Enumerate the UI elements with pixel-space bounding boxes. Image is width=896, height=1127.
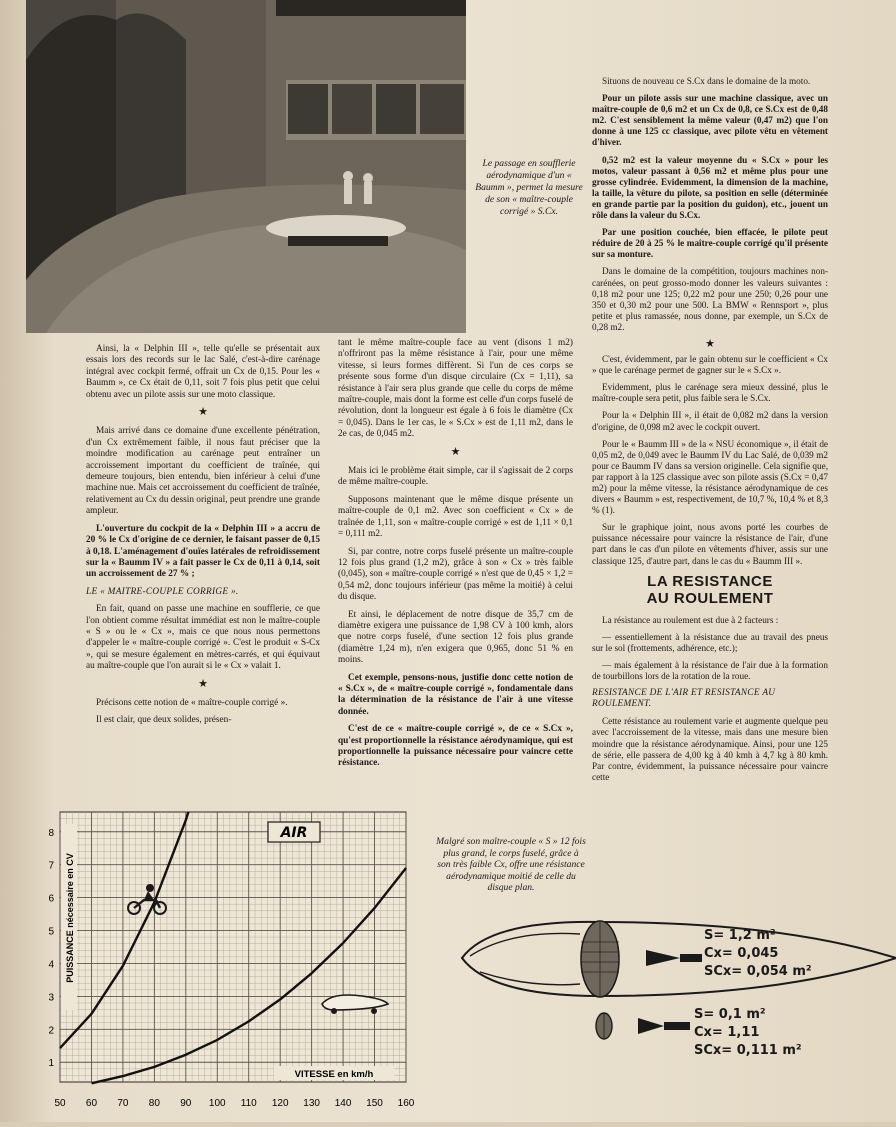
paragraph: 0,52 m2 est la valeur moyenne du « S.Cx » pour les motos, valeur passant à 0,56 m2 et même plus pour une grosse cylindrée. Evidemment, la dimension de la machine, la taille, la vêture du pilote, sa position en selle (déterminée en grande partie par la position du guidon), etc., jouent un rôle dans la valeur du S.Cx. xyxy=(592,154,828,221)
disc-cx-label: Cx= 1,11 xyxy=(694,1025,760,1040)
paragraph: Cette résistance au roulement varie et augmente quelque peu avec l'accroissement de la vitesse, mais dans une mesure bien moindre que la résistance aérodynamique. Ainsi, pour une 125 de série, elle passera de 4,00 kg à 40 kmh à 4,7 kg à 80 kmh. Par contre, évidemment, la puissance nécessaire pour vaincre cette xyxy=(592,716,828,782)
body-shading xyxy=(470,933,580,956)
paragraph: La résistance au roulement est due à 2 facteurs : xyxy=(602,614,779,625)
y-tick-label: 3 xyxy=(48,992,54,1004)
x-tick-label: 80 xyxy=(148,1098,160,1109)
chart-title: AIR xyxy=(280,825,308,841)
wind-arrow-icon xyxy=(638,1018,664,1034)
x-tick-label: 100 xyxy=(208,1098,226,1109)
paragraph: L'ouverture du cockpit de la « Delphin III » a accru de 20 % le Cx d'origine de ce dernier, le faisant passer de 0,15 à 0,18. L'aménagement d'ouïes latérales de refroidissement sur la « Baumm IV » a fait passer le Cx de 0,11 à 0,14, soit un accroissement de 27 % ; xyxy=(86,523,320,580)
chart-plot-area xyxy=(60,812,406,1082)
paragraph: Cet exemple, pensons-nous, justifie donc cette notion de « S.Cx », de « maître-couple corrigé », fondamentale dans la détermination de la résistance de l'air à une vitesse donnée. xyxy=(338,672,573,717)
paragraph: Pour un pilote assis sur une machine classique, avec un maître-couple de 0,6 m2 et un Cx de 0,8, ce S.Cx est de 0,48 m2. C'est sensiblement la même valeur (0,47 m2) que l'on donne à une 125 cc classique, avec pilote vêtu en vêtement d'hiver. xyxy=(592,93,828,148)
chart-ylabel: PUISSANCE nécessaire en CV xyxy=(65,853,75,983)
paragraph: Sur le graphique joint, nous avons porté les courbes de puissance nécessaire pour vaincre la résistance de l'air, d'une part dans le cas d'un pilote en vêtements d'hiver, assis sur une classique 125, d'autre part, dans le cas du « Baumm III ». xyxy=(592,522,828,566)
text-column-3 xyxy=(592,76,828,789)
y-tick-label: 6 xyxy=(48,893,54,905)
paragraph: Situons de nouveau ce S.Cx dans le domaine de la moto. xyxy=(602,76,811,86)
y-tick-label: 4 xyxy=(48,959,54,971)
body-scx-label: SCx= 0,054 m² xyxy=(704,964,812,979)
paragraph: — essentiellement à la résistance due au travail des pneus sur le sol (frottements, adhérence, etc.); xyxy=(592,631,828,653)
x-tick-label: 60 xyxy=(85,1098,98,1109)
wind-tunnel-photo xyxy=(26,0,466,333)
x-tick-label: 70 xyxy=(117,1098,129,1109)
paragraph: C'est de ce « maître-couple corrigé », de ce « S.Cx », qu'est proportionnelle la résistance aérodynamique, qui est proportionnelle la puissance nécessaire pour vaincre cette résistance. xyxy=(338,724,573,769)
section-heading-line: AU ROULEMENT xyxy=(646,589,774,607)
star-separator: ★ xyxy=(450,445,461,458)
x-tick-label: 110 xyxy=(240,1098,257,1109)
subheading: RESISTANCE DE L'AIR ET RESISTANCE AU ROULEMENT. xyxy=(592,688,776,710)
x-tick-label: 120 xyxy=(271,1098,289,1109)
body-surface-label: S= 1,2 m² xyxy=(704,928,776,943)
y-tick-label: 8 xyxy=(48,827,54,839)
paragraph: tant le même maître-couple face au vent (disons 1 m2) n'offriront pas la même résistance à l'air, pour une même vitesse, si leurs formes diffèrent. Si l'un de ces corps se présente sous forme d'un disque circulaire (Cx = 1,11), sa résistance à l'air sera plus grande que celle du corps de même maître-couple, mais dont la forme est celle d'un corps fuselé de révolution, dont la longueur est égale à 6 fois le diamètre (Cx = 0,045). Dans le 1er cas, le « S.Cx » est de 1,11 m2, dans le 2e cas, de 0,045 m2. xyxy=(338,338,573,440)
y-tick-label: 1 xyxy=(48,1058,54,1070)
power-chart-svg xyxy=(40,808,415,1118)
x-tick-label: 90 xyxy=(180,1098,192,1109)
wind-arrow-icon xyxy=(664,1022,690,1030)
body-cx-label: Cx= 0,045 xyxy=(704,946,779,961)
paragraph: Il est clair, que deux solides, présen- xyxy=(96,715,232,726)
paragraph: Evidemment, plus le carénage sera mieux dessiné, plus le maître-couple sera petit, plus faible sera le S.Cx. xyxy=(592,382,828,404)
paragraph: Et ainsi, le déplacement de notre disque de 35,7 cm de diamètre exigera une puissance de 1,98 CV à 100 kmh, alors que notre corps fuselé, d'une section 12 fois plus grande (diamètre 1,24 m), n'en exigera que 0,965, donc 51 % en moins. xyxy=(338,609,573,666)
wind-arrow-icon xyxy=(646,950,680,966)
wind-arrow-icon xyxy=(680,954,702,962)
photo-caption: Le passage en soufflerie aérodynamique d'un « Baumm », permet la mesure de son « maître-couple corrigé » S.Cx. xyxy=(475,158,583,217)
streamlined-body-outline xyxy=(462,922,896,996)
paragraph: Ainsi, la « Delphin III », telle qu'elle se présentait aux essais lors des records sur le lac Salé, c'est-à-dire carénage intégral avec cockpit fermé, offrait un Cx de 0,15. Pour les « Baumm », ce Cx était de 0,11, soit 7 fois plus petit que celui obtenu avec un pilote assis sur une moto classique. xyxy=(86,344,320,400)
y-tick-label: 7 xyxy=(48,860,54,872)
paragraph: C'est, évidemment, par le gain obtenu sur le coefficient « Cx » que le carénage permet de gagner sur le « S.Cx ». xyxy=(592,354,828,376)
star-separator: ★ xyxy=(198,677,208,690)
section-heading xyxy=(592,573,828,607)
paragraph: Si, par contre, notre corps fuselé présente un maître-couple 12 fois plus grand (1,2 m2), grâce à son « Cx » très faible (0,045), son « maître-couple corrigé » n'est que de 0,45 × 1,2 = 0,54 m2, donc toujours inférieur (pas même la moitié) à celui du disque. xyxy=(338,546,573,603)
paragraph: En fait, quand on passe une machine en soufflerie, ce que l'on obtient comme résultat immédiat est non le maître-couple « S » ou le « Cx », mais ce que nous nous permettons d'appeler le « maître-couple corrigé ». C'est le produit « S-Cx », qui se mesure également en mètres-carrés, et qui équivaut au maître-couple que l'on aurait si le « Cx » valait 1. xyxy=(86,604,320,672)
disc-surface-label: S= 0,1 m² xyxy=(694,1007,766,1022)
x-tick-label: 150 xyxy=(366,1098,383,1109)
section-heading-line: LA RESISTANCE xyxy=(647,572,773,590)
paragraph: Supposons maintenant que le même disque présente un maître-couple de 0,1 m2. Avec son coefficient « Cx » de traînée de 1,11, son « maître-couple corrigé » est de 1,11 × 0,1 = 0,111 m2. xyxy=(338,494,573,540)
paragraph: Mais arrivé dans ce domaine d'une excellente pénétration, d'un Cx extrêmement faible, il nous faut préciser que la moindre modification au carénage peut entraîner un accroissement important du coefficient de traînée, qui demeure toujours, bien entendu, bien inférieur à celui d'une machine nue. Mais cet accroissement du coefficient de traînée, relativement au Cx du dessin original, peut prendre une grande ampleur. xyxy=(86,426,320,517)
paragraph: — mais également à la résistance de l'air due à la formation de tourbillons lors de la rotation de la roue. xyxy=(592,659,828,682)
disc-scx-label: SCx= 0,111 m² xyxy=(694,1043,802,1058)
paragraph: Précisons cette notion de « maître-couple corrigé ». xyxy=(96,697,288,708)
text-column-2 xyxy=(338,338,573,776)
star-separator: ★ xyxy=(705,337,715,350)
drag-comparison-diagram xyxy=(450,900,896,1122)
paragraph: Pour le « Baumm III » de la « NSU économique », il était de 0,05 m2, de 0,049 avec le Baumm IV du Lac Salé, de 0,039 m2 pour ce Baumm IV dans sa version originelle. Cela signifie que, par rapport à la 125 classique avec son pilote assis (S.Cx = 0,47 m2) pour la même vitesse, la résistance aérodynamique de ces divers « Baumm » est, respectivement, de 10,7 %, 10,4 % et 8,3 % (1). xyxy=(592,438,828,516)
paragraph: Dans le domaine de la compétition, toujours machines non-carénées, on peut grosso-modo donner les valeurs suivantes : 0,18 m2 pour une 125; 0,22 m2 pour une 250; 0,26 pour une 350 et 0,30 m2 pour une 500. La BMW « Rennsport », plus petite et plus ramassée, nous donne, par exemple, un S.Cx de 0,28 m2. xyxy=(592,266,828,332)
paragraph: Mais ici le problème était simple, car il s'agissait de 2 corps de même maître-couple. xyxy=(338,466,573,488)
chart-xlabel: VITESSE en km/h xyxy=(294,1069,374,1080)
star-separator: ★ xyxy=(198,406,208,419)
text-column-1 xyxy=(86,344,320,733)
x-tick-label: 130 xyxy=(303,1098,320,1109)
y-tick-label: 2 xyxy=(48,1025,54,1037)
power-chart xyxy=(40,808,415,1118)
body-shading xyxy=(480,972,580,985)
x-tick-label: 140 xyxy=(334,1098,352,1109)
diagram-caption: Malgré son maître-couple « S » 12 fois plus grand, le corps fuselé, grâce à son très faible Cx, offre une résistance aérodynamique moitié de celle du disque plan. xyxy=(436,836,586,894)
x-tick-label: 50 xyxy=(54,1098,66,1109)
y-tick-label: 5 xyxy=(48,926,54,938)
subheading: LE « MAITRE-COUPLE CORRIGE ». xyxy=(86,586,239,597)
paragraph: Par une position couchée, bien effacée, le pilote peut réduire de 20 à 25 % le maître-couple corrigé qu'il présente sur sa monture. xyxy=(592,227,828,260)
paragraph: Pour la « Delphin III », il était de 0,082 m2 dans la version d'origine, de 0,098 m2 avec le cockpit ouvert. xyxy=(592,410,828,432)
x-tick-label: 160 xyxy=(397,1098,415,1109)
